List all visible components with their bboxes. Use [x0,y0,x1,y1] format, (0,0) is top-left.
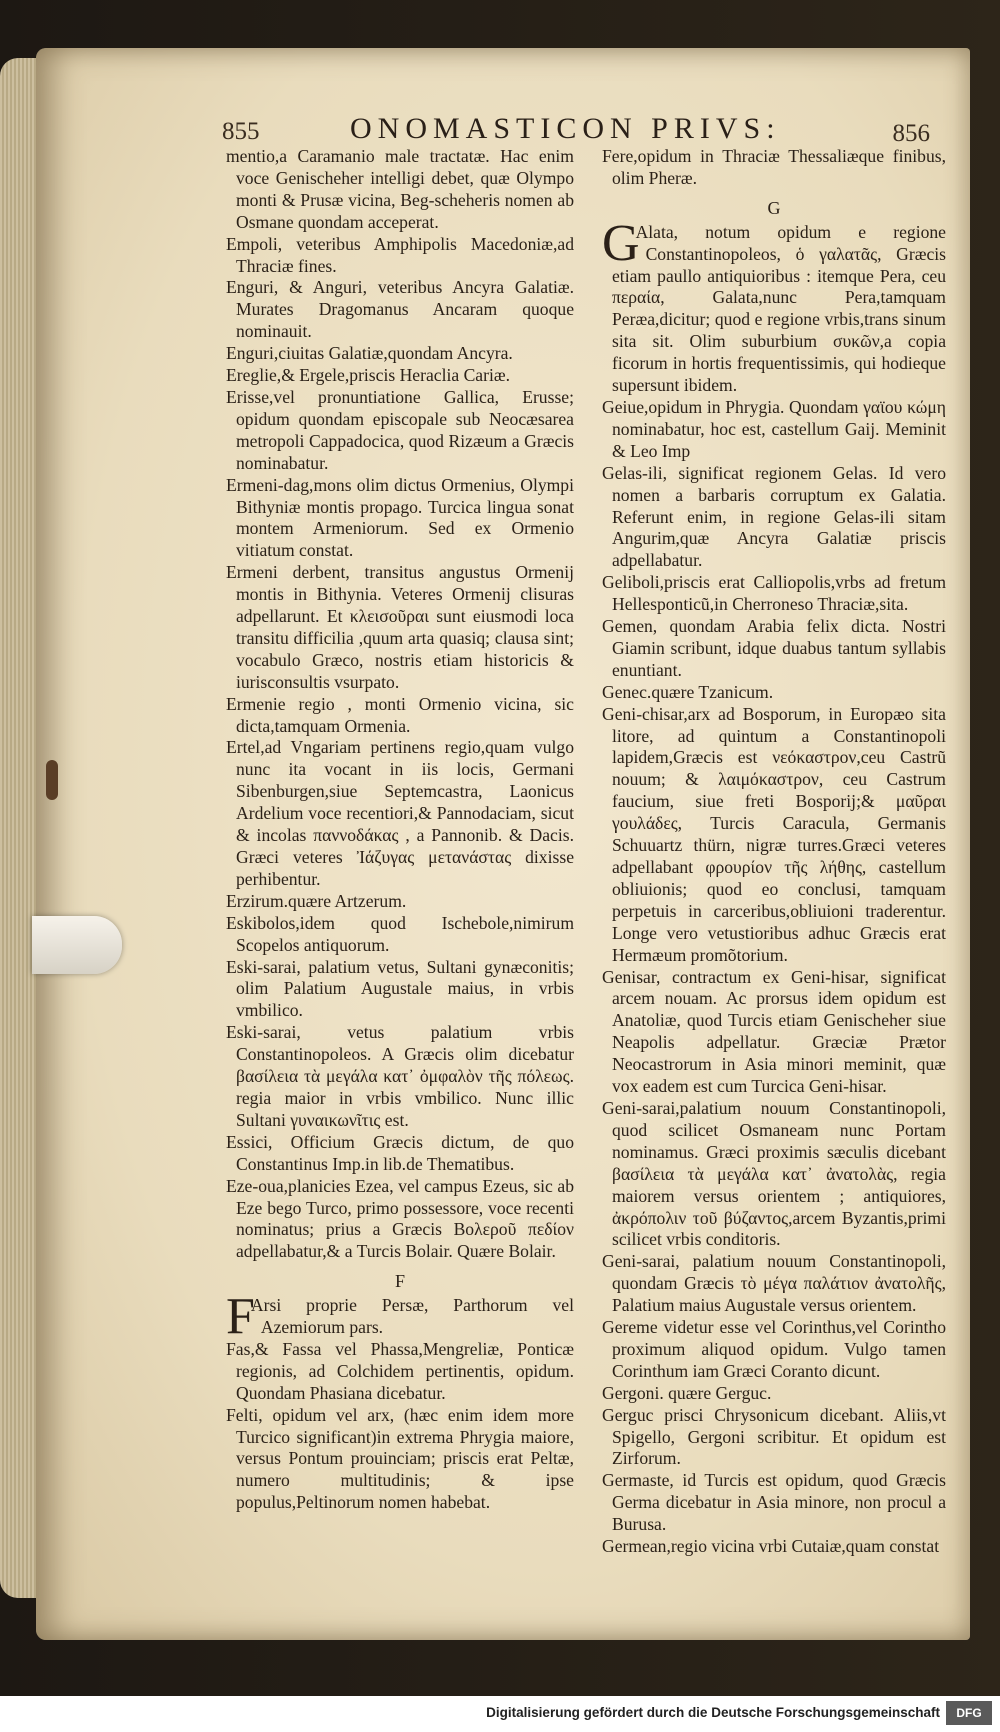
entry: Eze-oua,planicies Ezea, vel campus Ezeus, sic ab Eze bego Turco, primo possessore, voce recenti nominatus; prius a Græcis Βολεροῦ πεδίον adpellabatur,& a Turcis Bolair. Quære Bolair. [226,1175,574,1262]
entry: Ereglie,& Ergele,priscis Heraclia Cariæ. [226,365,510,386]
entry: Gelas-ili, significat regionem Gelas. Id vero nomen a barbaris corruptum ex Galatia. Referunt enim, in regione Gelas-ili sitam Angurim,quæ Ancyra Galatiæ priscis adpellabatur. [602,462,946,571]
section-letter-f: F [394,1271,405,1292]
entry: Eski-sarai, palatium vetus, Sultani gynæconitis; olim Palatium Augustale maius, in vrbis vmbilico. [226,956,574,1021]
left-column [226,146,574,1514]
entry: Germean,regio vicina vrbi Cutaiæ,quam constat [602,1536,940,1557]
dfg-logo: DFG [946,1701,992,1725]
entry: Geni-sarai,palatium nouum Constantinopoli, quod scilicet Osmaneam nunc Portam nominamus. Græci proximis sæculis dicebant βασίλεια τὰ μεγάλα κατ᾽ ἀνατολὰς, regia maiorem versus orientem ; antiquiores, ἀκρόπολιν τοῦ βύζαντος,arcem Byzantis,primi scilicet vrbis conditoris. [602,1097,946,1250]
entry: Geliboli,priscis erat Calliopolis,vrbs ad fretum Hellesponticũ,in Cherroneso Thraciæ,sita. [602,572,946,615]
entry: Geiue,opidum in Phrygia. Quondam γαϊου κώμη nominabatur, hoc est, castellum Gaij. Meminit & Leo Imp [602,396,946,461]
entry: Geni-chisar,arx ad Bosporum, in Europæo sita litore, ad quintum a Constantinopoli lapidem,Græcis est νεόκαστρον,ceu Castrũ nouum; & λαιμόκαστρον, ceu Castrum faucium, siue freti Bosporij;& μαῦραι γουλάδες, Turcis Caracula, Germanis Schuuartz thürn, nigræ turres.Græci veteres adpellabant φρουρίον τῆς λήθης, castellum obliuionis; quod eo conclusi, tamquam perpetuis in carceribus,obliuioni traderentur. Longe vero vetustioribus adhuc Græcis erat Hermæum promõtorium. [602,703,946,965]
entry: Erzirum.quære Artzerum. [226,890,407,911]
entry-continuation: mentio,a Caramanio male tractatæ. Hac enim voce Genischeher intelligi debet, quæ Olympo monti & Prusæ vicina, Beg-scheheris nomen ab Osmane quondam acceperat. [226,146,574,232]
entry: Empoli, veteribus Amphipolis Macedoniæ,ad Thraciæ fines. [226,233,574,276]
entry: Enguri,ciuitas Galatiæ,quondam Ancyra. [226,343,513,364]
entry: Gemen, quondam Arabia felix dicta. Nostri Giamin scribunt, idque duabus tantum syllabis enuntiant. [602,616,946,680]
entry: Genec.quære Tzanicum. [602,681,774,702]
entry: Essici, Officium Græcis dictum, de quo Constantinus Imp.in lib.de Thematibus. [226,1131,574,1174]
entry: Gergoni. quære Gerguc. [602,1382,772,1403]
entry: Eski-sarai, vetus palatium vrbis Constantinopoleos. A Græcis olim dicebatur βασίλεια τὰ μεγάλα κατ᾽ ὀμφαλὸν τῆς πόλεως. regia maior in vrbis vmbilico. Nunc illic Sultani γυναικωνῖτις est. [226,1022,574,1130]
entry: Fere,opidum in Thraciæ Thessaliæque finibus, olim Pheræ. [602,146,946,188]
right-column [602,146,946,1558]
drop-cap-f: F [226,1288,255,1346]
entry: Eskibolos,idem quod Ischebole,nimirum Scopelos antiquorum. [226,912,574,955]
entry: Gereme videtur esse vel Corinthus,vel Corintho proximum aliquod opidum. Vulgo tamen Corinthum iam Græci Coranto dicunt. [602,1317,946,1381]
entry: Erisse,vel pronuntiatione Gallica, Erusse; opidum quondam episcopale sub Neocæsarea metropoli Cappadocica, quod Rizæum a Græcis nominabatur. [226,386,574,473]
funding-footer [0,1696,1000,1732]
entry-text: Alata, notum opidum e regione Constantinopoleos, ὁ γαλατᾶς, Græcis etiam paullo antiquioribus : itemque Pera, ceu περαία, Galata,nunc Pera,tamquam Peræa,dicitur; quod e regione vrbis,trans sinum sita sit. Olim suburbium συκῶν,a copia ficorum in hortis frequentissimis, qui hodieque supersunt ibidem. [612,221,946,396]
page-number-right: 856 [892,120,930,147]
footer-credit: Digitalisierung gefördert durch die Deutsche Forschungsgemeinschaft [486,1705,940,1720]
entry: Gerguc prisci Chrysonicum dicebant. Aliis,vt Spigello, Gergoni scribitur. Et opidum est Zirforum. [602,1404,946,1469]
entry: Fas,& Fassa vel Phassa,Mengreliæ, Ponticæ regionis, ad Colchidem pertinentis, opidum. Quondam Phasiana dicebatur. [226,1338,574,1403]
drop-cap-g: G [602,214,640,272]
entry: Ermeni-dag,mons olim dictus Ormenius, Olympi Bithyniæ montis propago. Turcica lingua sonat montem Armeniorum. Sed ex Ormenio vitiatum constat. [226,474,574,561]
entry: Genisar, contractum ex Geni-hisar, significat arcem nouam. Ac prorsus idem opidum est Anatoliæ, quod Turcis etiam Genischeher siue Neapolis adpellatur. Græciæ Prætor Neocastrorum in Asia minori meminit, quæ vox eadem est cum Turcica Geni-hisar. [602,966,946,1097]
entry: Germaste, id Turcis est opidum, quod Græcis Germa dicebatur in Asia minore, non procul a Burusa. [602,1470,946,1535]
entry: Ermeni derbent, transitus angustus Ormenij montis in Bithynia. Veteres Ormenij clisuras adpellarunt. Et κλεισοῦραι sunt eiusmodi loca transitu difficilia ,quum arta quasiq; clausa sint; vocabulo Græco, nostris etiam historicis & iurisconsultis vsurpato. [226,562,574,692]
entry: Geni-sarai, palatium nouum Constantinopoli, quondam Græcis τὸ μέγα παλάτιον ἀνατολῆς, Palatium maius Augustale versus orientem. [602,1251,946,1316]
running-title: ONOMASTICON PRIVS: [350,112,781,145]
page-stain [46,760,58,800]
entry-section-start [226,1288,574,1346]
entry: Ertel,ad Vngariam pertinens regio,quam vulgo nunc ita vocant in iis locis, Germani Sibenburgen,siue Septemcastra, Laonicus Ardelium voce recentiori,& Pannodaciam, sicut & incolas παννοδάκας , a Pannonib. & Dacis. Græci veteres Ἰάζυγας μετανάστας dixisse perhibentur. [226,737,574,889]
entry: Felti, opidum vel arx, (hæc enim idem more Turcico significant)in extrema Phrygia maiore, versus Pontum prouinciam; priscis erat Peltæ, numero multitudinis; & ipse populus,Peltinorum nomen habebat. [226,1404,574,1513]
entry-section-start [602,214,946,397]
page-number-left: 855 [222,118,260,145]
entry: Ermenie regio , monti Ormenio vicina, sic dicta,tamquam Ormenia. [226,693,574,736]
entry-text: Arsi proprie Persæ, Parthorum vel Azemiorum pars. [250,1295,574,1338]
section-letter-g: G [767,197,781,218]
bookmark-tab [32,916,122,974]
entry: Enguri, & Anguri, veteribus Ancyra Galatiæ. Murates Dragomanus Ancaram quoque nominauit. [226,277,574,342]
